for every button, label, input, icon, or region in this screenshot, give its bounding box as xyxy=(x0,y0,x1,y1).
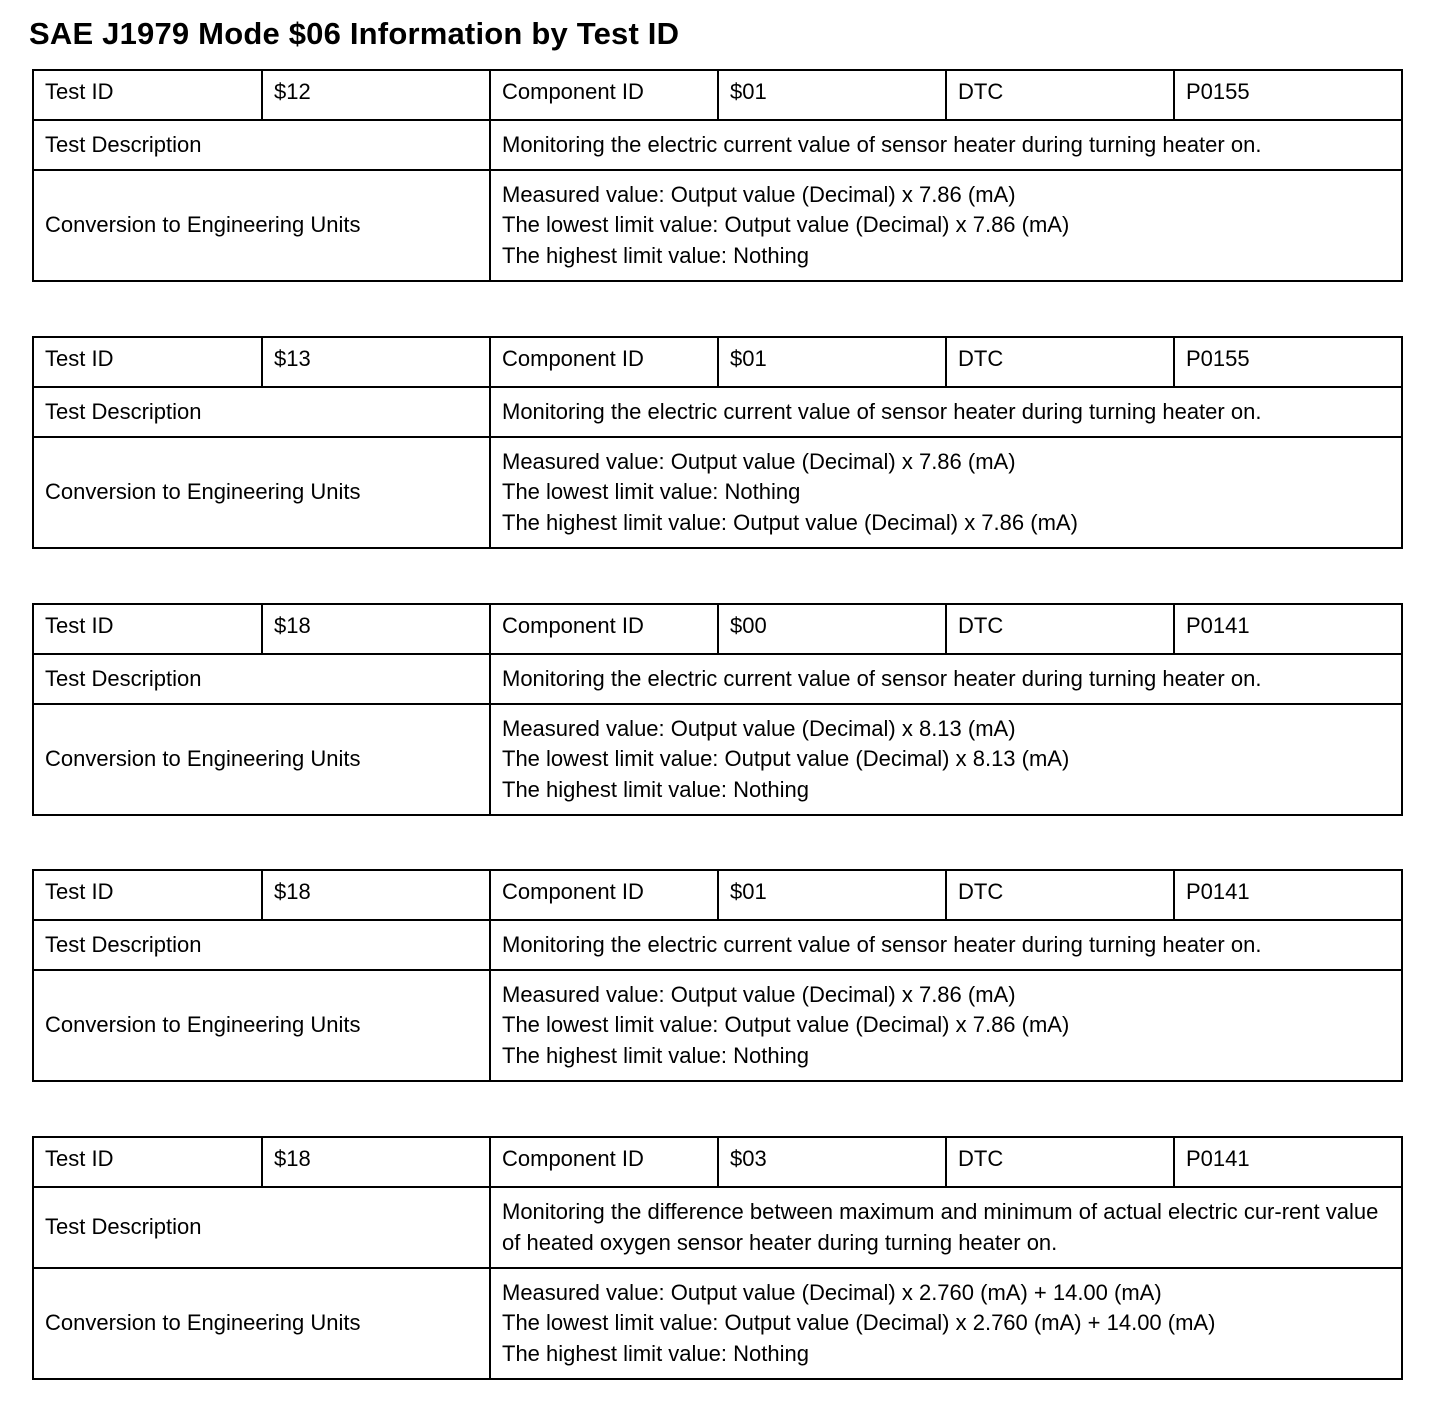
measured-value-line: Measured value: Output value (Decimal) x 7.86 (mA) xyxy=(502,448,1016,474)
dtc-value: P0141 xyxy=(1174,604,1402,654)
conversion-value xyxy=(490,1268,1402,1379)
description-text: Monitoring the difference between maximum and minimum of actual electric cur-rent value of heated oxygen sensor heater during turning heater on. xyxy=(502,1199,1379,1255)
test-id-value: $18 xyxy=(262,604,490,654)
dtc-value: P0141 xyxy=(1174,1137,1402,1187)
conversion-value xyxy=(490,970,1402,1081)
conversion-value xyxy=(490,170,1402,281)
lowest-limit-line: The lowest limit value: Output value (Decimal) x 8.13 (mA) xyxy=(502,746,1070,772)
highest-limit-line: The highest limit value: Nothing xyxy=(502,1340,809,1366)
test-id-value: $13 xyxy=(262,337,490,387)
conversion-value xyxy=(490,437,1402,548)
highest-limit-line: The highest limit value: Nothing xyxy=(502,776,809,802)
test-description-label: Test Description xyxy=(33,1187,490,1268)
component-id-value: $01 xyxy=(718,337,946,387)
test-table xyxy=(32,869,1403,1082)
test-description-label: Test Description xyxy=(33,387,490,437)
component-id-value: $01 xyxy=(718,70,946,120)
conversion-label: Conversion to Engineering Units xyxy=(33,704,490,815)
component-id-label: Component ID xyxy=(490,604,718,654)
component-id-value: $00 xyxy=(718,604,946,654)
lowest-limit-line: The lowest limit value: Output value (Decimal) x 7.86 (mA) xyxy=(502,212,1070,238)
description-row xyxy=(33,120,1402,170)
dtc-label: DTC xyxy=(946,604,1174,654)
description-row xyxy=(33,654,1402,704)
conversion-label: Conversion to Engineering Units xyxy=(33,970,490,1081)
test-table xyxy=(32,1136,1403,1380)
measured-value-line: Measured value: Output value (Decimal) x 2.760 (mA) + 14.00 (mA) xyxy=(502,1279,1162,1305)
test-id-value: $12 xyxy=(262,70,490,120)
description-row xyxy=(33,387,1402,437)
description-text: Monitoring the electric current value of sensor heater during turning heater on. xyxy=(502,131,1262,157)
conversion-row xyxy=(33,437,1402,548)
component-id-value: $01 xyxy=(718,870,946,920)
conversion-label: Conversion to Engineering Units xyxy=(33,437,490,548)
description-text: Monitoring the electric current value of sensor heater during turning heater on. xyxy=(502,398,1262,424)
lowest-limit-line: The lowest limit value: Output value (Decimal) x 7.86 (mA) xyxy=(502,1012,1070,1038)
test-description-label: Test Description xyxy=(33,654,490,704)
test-id-label: Test ID xyxy=(33,1137,262,1187)
test-description-label: Test Description xyxy=(33,920,490,970)
highest-limit-line: The highest limit value: Output value (Decimal) x 7.86 (mA) xyxy=(502,509,1078,535)
component-id-label: Component ID xyxy=(490,1137,718,1187)
lowest-limit-line: The lowest limit value: Nothing xyxy=(502,479,801,505)
dtc-value: P0155 xyxy=(1174,70,1402,120)
page-title: SAE J1979 Mode $06 Information by Test ID xyxy=(29,16,680,51)
conversion-value xyxy=(490,704,1402,815)
description-row xyxy=(33,1187,1402,1268)
component-id-label: Component ID xyxy=(490,70,718,120)
dtc-label: DTC xyxy=(946,1137,1174,1187)
conversion-row xyxy=(33,170,1402,281)
description-text: Monitoring the electric current value of sensor heater during turning heater on. xyxy=(502,931,1262,957)
table-header-row xyxy=(33,870,1402,920)
test-description-value xyxy=(490,387,1402,437)
lowest-limit-line: The lowest limit value: Output value (Decimal) x 2.760 (mA) + 14.00 (mA) xyxy=(502,1310,1216,1336)
test-description-value xyxy=(490,120,1402,170)
test-description-value xyxy=(490,654,1402,704)
test-table xyxy=(32,336,1403,549)
table-header-row xyxy=(33,604,1402,654)
test-table xyxy=(32,603,1403,816)
dtc-value: P0141 xyxy=(1174,870,1402,920)
description-text: Monitoring the electric current value of sensor heater during turning heater on. xyxy=(502,665,1262,691)
test-description-value xyxy=(490,920,1402,970)
component-id-label: Component ID xyxy=(490,337,718,387)
test-id-label: Test ID xyxy=(33,604,262,654)
conversion-row xyxy=(33,970,1402,1081)
test-id-label: Test ID xyxy=(33,337,262,387)
highest-limit-line: The highest limit value: Nothing xyxy=(502,242,809,268)
description-row xyxy=(33,920,1402,970)
test-table xyxy=(32,69,1403,282)
measured-value-line: Measured value: Output value (Decimal) x 8.13 (mA) xyxy=(502,715,1016,741)
test-id-value: $18 xyxy=(262,870,490,920)
test-description-label: Test Description xyxy=(33,120,490,170)
dtc-label: DTC xyxy=(946,70,1174,120)
component-id-label: Component ID xyxy=(490,870,718,920)
table-header-row xyxy=(33,1137,1402,1187)
test-id-label: Test ID xyxy=(33,870,262,920)
conversion-label: Conversion to Engineering Units xyxy=(33,170,490,281)
test-id-value: $18 xyxy=(262,1137,490,1187)
conversion-row xyxy=(33,704,1402,815)
measured-value-line: Measured value: Output value (Decimal) x 7.86 (mA) xyxy=(502,181,1016,207)
conversion-row xyxy=(33,1268,1402,1379)
dtc-label: DTC xyxy=(946,870,1174,920)
table-header-row xyxy=(33,70,1402,120)
component-id-value: $03 xyxy=(718,1137,946,1187)
test-id-label: Test ID xyxy=(33,70,262,120)
highest-limit-line: The highest limit value: Nothing xyxy=(502,1042,809,1068)
table-header-row xyxy=(33,337,1402,387)
test-description-value xyxy=(490,1187,1402,1268)
dtc-value: P0155 xyxy=(1174,337,1402,387)
conversion-label: Conversion to Engineering Units xyxy=(33,1268,490,1379)
dtc-label: DTC xyxy=(946,337,1174,387)
measured-value-line: Measured value: Output value (Decimal) x 7.86 (mA) xyxy=(502,981,1016,1007)
